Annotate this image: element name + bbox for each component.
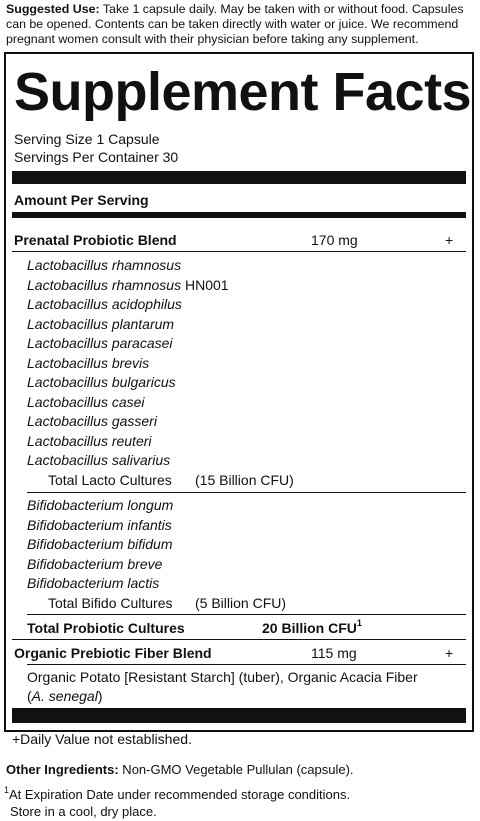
blend2-description-line1: Organic Potato [Resistant Starch] (tuber), Organic Acacia Fiber [27, 669, 418, 685]
suggested-use-line2: can be opened. Contents can be taken directly with water or juice. We recommend [6, 17, 459, 32]
amount-per-serving: Amount Per Serving [14, 192, 149, 208]
daily-value-footnote: +Daily Value not established. [12, 731, 192, 747]
other-ingredients-label: Other Ingredients: [6, 762, 119, 777]
blend2-dv: + [445, 645, 454, 661]
blend1-name: Prenatal Probiotic Blend [14, 232, 177, 248]
bifido-strain: Bifidobacterium lactis [27, 575, 160, 591]
thick-divider-bottom [12, 708, 466, 723]
storage-note: Store in a cool, dry place. [10, 804, 157, 819]
row-divider [27, 664, 466, 665]
lacto-strain: Lactobacillus salivarius [27, 452, 171, 468]
medium-divider [12, 212, 466, 218]
footnote-marker: 1 [356, 618, 362, 629]
bifido-strain: Bifidobacterium infantis [27, 517, 172, 533]
blend2-description-line2: (A. senegal) [27, 688, 103, 704]
lacto-strain: Lactobacillus brevis [27, 355, 150, 371]
row-divider [12, 639, 466, 640]
total-cultures-value: 20 Billion CFU$^1$ [262, 618, 362, 636]
suggested-use-line1: Take 1 capsule daily. May be taken with or without food. Capsules [99, 2, 464, 16]
panel-title: Supplement Facts [14, 62, 472, 122]
blend1-amount: 170 mg [311, 232, 358, 248]
blend1-dv: + [445, 232, 454, 248]
expiration-note: $^1$At Expiration Date under recommended storage conditions. [4, 784, 351, 802]
lacto-strain: Lactobacillus reuteri [27, 433, 152, 449]
blend2-name: Organic Prebiotic Fiber Blend [14, 645, 212, 661]
lacto-strain: Lactobacillus plantarum [27, 316, 175, 332]
total-cultures-label: Total Probiotic Cultures [27, 620, 185, 636]
lacto-strain: Lactobacillus gasseri [27, 413, 157, 429]
suggested-use-line3: pregnant women consult with their physician before taking any supplement. [6, 32, 419, 47]
lacto-total-value: (15 Billion CFU) [195, 472, 294, 488]
blend2-amount: 115 mg [311, 645, 357, 661]
lacto-strain: Lactobacillus bulgaricus [27, 374, 176, 390]
lacto-strain: Lactobacillus rhamnosus [27, 257, 182, 273]
lacto-strain: Lactobacillus rhamnosus HN001 [27, 277, 229, 293]
lacto-strain: Lactobacillus casei [27, 394, 145, 410]
bifido-strain: Bifidobacterium bifidum [27, 536, 173, 552]
strain-code: HN001 [184, 277, 229, 293]
lacto-strain: Lactobacillus acidophilus [27, 296, 182, 312]
thick-divider-top [12, 171, 466, 184]
row-divider [27, 492, 466, 493]
suggested-use-label: Suggested Use: [6, 2, 100, 16]
bifido-strain: Bifidobacterium breve [27, 556, 163, 572]
footnote-marker: 1 [4, 784, 10, 795]
suggested-use-text [6, 2, 476, 48]
bifido-total-value: (5 Billion CFU) [195, 595, 287, 611]
supplement-facts-panel [4, 52, 474, 732]
row-divider [27, 614, 466, 615]
serving-size: Serving Size 1 Capsule [14, 131, 160, 147]
other-ingredients: Other Ingredients: Non-GMO Vegetable Pullulan (capsule). [6, 762, 354, 777]
servings-per-container: Servings Per Container 30 [14, 149, 179, 165]
lacto-total-label: Total Lacto Cultures [48, 472, 172, 488]
bifido-total-label: Total Bifido Cultures [48, 595, 173, 611]
lacto-strain: Lactobacillus paracasei [27, 335, 173, 351]
row-divider [12, 251, 466, 252]
bifido-strain: Bifidobacterium longum [27, 497, 174, 513]
